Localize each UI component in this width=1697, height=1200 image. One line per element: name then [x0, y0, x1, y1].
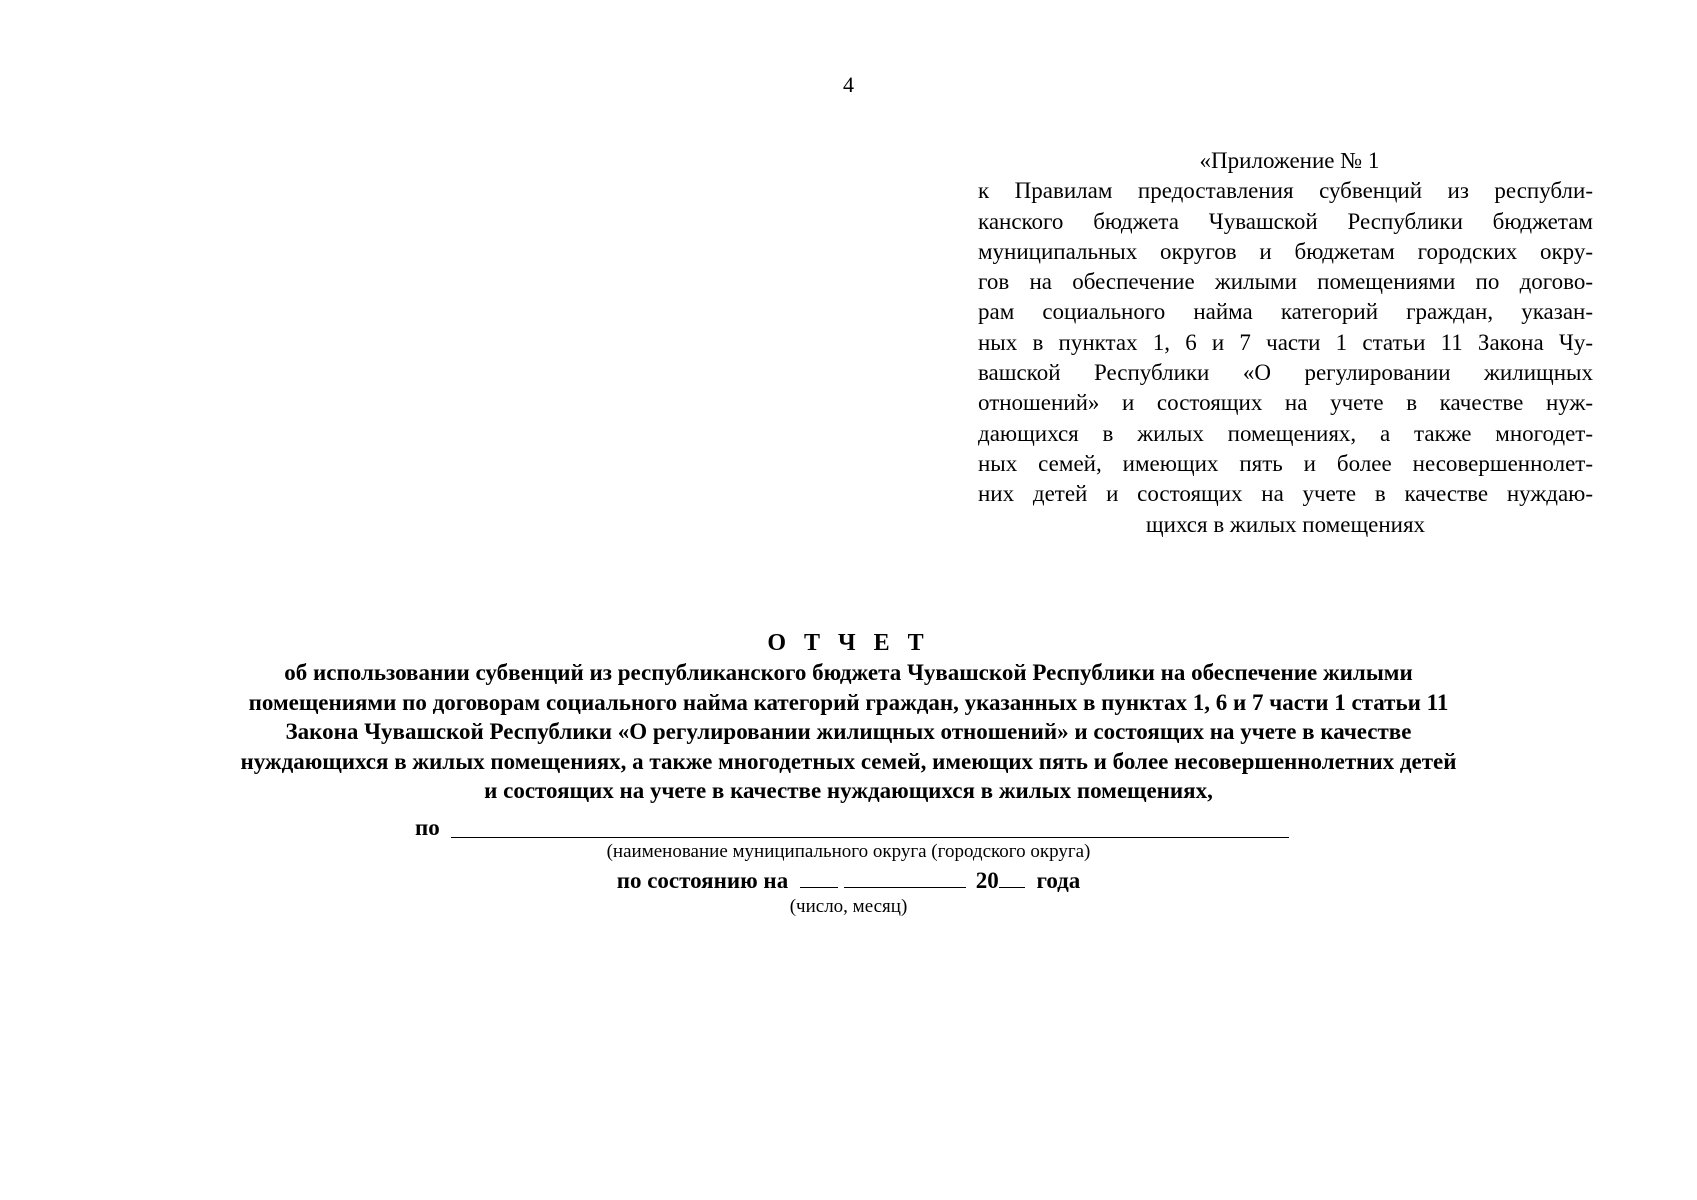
report-title: О Т Ч Е Т [767, 630, 930, 656]
by-label: по [415, 815, 440, 840]
report-subtitle-line: нуждающихся в жилых помещениях, а также многодетных семей, имеющих пять и более несовершеннолетних детей [240, 748, 1457, 774]
appendix-line: дающихся в жилых помещениях, а также многодет- [978, 420, 1593, 446]
year-blank[interactable] [999, 867, 1025, 888]
month-blank[interactable] [844, 867, 966, 888]
report-subtitle-line: Закона Чувашской Республики «О регулировании жилищных отношений» и состоящих на учете в качестве [285, 719, 1412, 745]
appendix-line: отношений» и состоящих на учете в качестве нуж- [978, 390, 1593, 416]
municipality-blank[interactable] [451, 837, 1289, 838]
municipality-caption: (наименование муниципального округа (городского округа) [606, 841, 1091, 862]
appendix-line: гов на обеспечение жилыми помещениями по догово- [978, 269, 1593, 295]
report-subtitle-line: и состоящих на учете в качестве нуждающихся в жилых помещениях, [484, 778, 1213, 804]
year-prefix: 20 [975, 868, 999, 893]
appendix-line: канского бюджета Чувашской Республики бюджетам [978, 208, 1593, 234]
appendix-line: ных семей, имеющих пять и более несовершеннолет- [978, 450, 1593, 476]
appendix-line: щихся в жилых помещениях [1145, 511, 1426, 537]
page-number: 4 [843, 72, 854, 97]
appendix-line: них детей и состоящих на учете в качестве нуждаю- [978, 481, 1593, 507]
date-row [0, 866, 1697, 896]
report-subtitle-line: об использовании субвенций из республиканского бюджета Чувашской Республики на обеспечение жилыми [284, 660, 1413, 685]
appendix-line: к Правилам предоставления субвенций из республи- [978, 178, 1593, 204]
appendix-line: муниципальных округов и бюджетам городских окру- [978, 238, 1593, 264]
appendix-line: рам социального найма категорий граждан, указан- [978, 299, 1593, 325]
appendix-line: ных в пунктах 1, 6 и 7 части 1 статьи 11 Закона Чу- [978, 329, 1593, 355]
as-of-label: по состоянию на [616, 868, 789, 893]
year-suffix: года [1036, 868, 1081, 893]
day-blank[interactable] [800, 867, 838, 888]
report-subtitle [0, 658, 1697, 806]
report-heading [0, 628, 1697, 806]
appendix-line: вашской Республики «О регулировании жилищных [978, 360, 1593, 386]
report-subtitle-line: помещениями по договорам социального найма категорий граждан, указанных в пунктах 1, 6 и 7 части 1 статьи 11 [248, 689, 1449, 715]
municipality-row [415, 813, 440, 843]
appendix-line: «Приложение № 1 [1199, 148, 1380, 173]
appendix-header [978, 146, 1593, 540]
date-caption: (число, месяц) [789, 896, 908, 917]
